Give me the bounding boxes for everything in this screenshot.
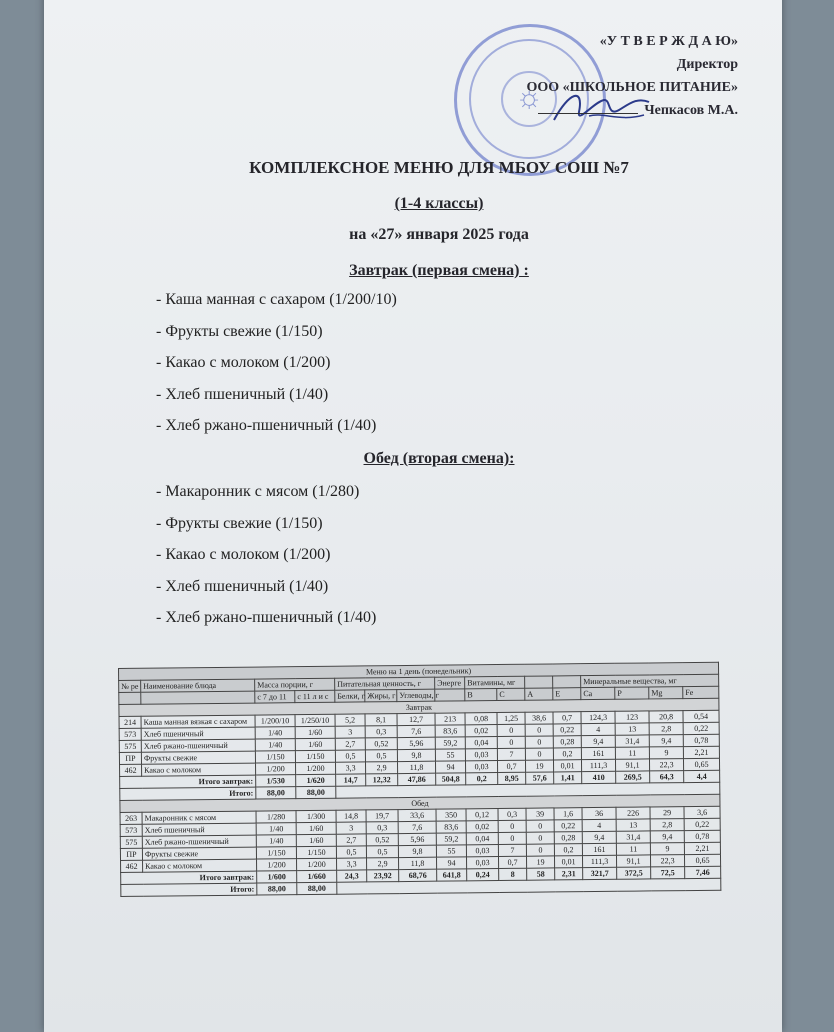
table-cell: 214	[119, 716, 141, 728]
section-breakfast: Завтрак	[119, 698, 719, 716]
table-cell: 1/150	[295, 750, 335, 762]
table-cell: 2,9	[365, 762, 397, 774]
table-cell: 2,21	[684, 842, 720, 854]
table-cell: 0,03	[465, 761, 497, 773]
table-cell: 3	[335, 726, 365, 738]
table-header: Углеводы, г	[397, 689, 435, 701]
table-cell: 0,03	[466, 845, 498, 857]
table-cell: 0,3	[365, 726, 397, 738]
table-header: № ре	[119, 680, 141, 692]
table-cell: 59,2	[436, 833, 466, 845]
approval-signer-line	[527, 99, 739, 122]
table-cell: 59,2	[435, 737, 465, 749]
table-cell: 575	[119, 740, 141, 752]
table-cell: 91,1	[615, 759, 649, 771]
table-cell: 0,12	[466, 809, 498, 821]
table-cell: 9,8	[398, 845, 436, 857]
table-header: Белки, г	[335, 690, 365, 702]
table-cell: 0,7	[497, 760, 525, 772]
list-item: - Макаронник с мясом (1/280)	[156, 476, 376, 508]
table-cell: 9,8	[397, 749, 435, 761]
table-header: P	[615, 687, 649, 699]
table-cell: 0,03	[465, 749, 497, 761]
table-cell: 22,3	[649, 759, 683, 771]
table-header: Е	[553, 688, 581, 700]
table-cell: 1/60	[295, 738, 335, 750]
table-cell: 94	[435, 761, 465, 773]
dish-name-cell: Какао с молоком	[143, 859, 257, 872]
table-cell: 5,96	[398, 833, 436, 845]
table-cell: 0,52	[366, 834, 398, 846]
table-cell: 161	[581, 747, 615, 759]
table-cell: 33,6	[398, 809, 436, 821]
table-cell: 0,01	[553, 760, 581, 772]
table-cell: ПР	[119, 752, 141, 764]
table-header: с 7 до 11	[255, 691, 295, 703]
table-cell: 0,78	[683, 734, 719, 746]
table-cell: 1/150	[255, 751, 295, 763]
total-cell: 504,8	[436, 773, 466, 785]
table-cell: 55	[435, 749, 465, 761]
table-cell: 0	[526, 820, 554, 832]
table-cell: 55	[436, 845, 466, 857]
table-cell: 0,78	[684, 830, 720, 842]
table-cell: 1/280	[256, 811, 296, 823]
table-cell: 573	[119, 728, 141, 740]
table-cell: 1/40	[255, 727, 295, 739]
table-cell: 2,8	[650, 819, 684, 831]
total-cell: 8	[499, 868, 527, 880]
table-cell: 11	[616, 843, 650, 855]
sum-value: 88,00	[257, 883, 297, 895]
table-cell: 0	[526, 844, 554, 856]
table-header: В	[465, 689, 497, 701]
menu-sheet	[44, 0, 782, 1032]
total-label: Итого завтрак:	[120, 775, 256, 788]
table-cell: 0	[498, 820, 526, 832]
table-cell: 9	[650, 843, 684, 855]
total-cell: 0,24	[467, 869, 499, 881]
table-cell: 575	[120, 836, 142, 848]
table-cell: 124,3	[581, 711, 615, 723]
total-cell: 2,31	[555, 868, 583, 880]
table-cell: 20,8	[649, 711, 683, 723]
table-cell: 0,03	[466, 857, 498, 869]
table-cell: 1/150	[256, 847, 296, 859]
table-cell: 1/150	[296, 846, 336, 858]
table-cell: 19	[525, 760, 553, 772]
table-cell: 0,5	[336, 846, 366, 858]
table-cell: 0,08	[465, 713, 497, 725]
list-item: - Фрукты свежие (1/150)	[156, 316, 397, 348]
lunch-list	[156, 476, 376, 634]
table-cell: 161	[582, 843, 616, 855]
nutrition-table-wrap	[118, 662, 720, 897]
sum-label: Итого:	[121, 883, 257, 896]
table-cell: 19	[526, 856, 554, 868]
total-cell: 14,7	[336, 774, 366, 786]
total-cell: 12,32	[366, 774, 398, 786]
total-cell: 321,7	[583, 867, 617, 879]
table-cell: 0	[526, 832, 554, 844]
table-cell: 31,4	[615, 735, 649, 747]
table-cell: 94	[436, 857, 466, 869]
table-cell: 573	[120, 824, 142, 836]
table-cell: 39	[526, 808, 554, 820]
table-cell: 263	[120, 812, 142, 824]
total-cell: 72,5	[651, 867, 685, 879]
table-cell: 4	[581, 723, 615, 735]
approval-company: ООО «ШКОЛЬНОЕ ПИТАНИЕ»	[526, 80, 738, 95]
total-cell: 269,5	[616, 771, 650, 783]
table-cell: 2,9	[367, 858, 399, 870]
table-cell: 7	[497, 748, 525, 760]
table-cell: 3,3	[337, 858, 367, 870]
table-cell: 2,7	[335, 738, 365, 750]
table-cell: 1/200	[297, 858, 337, 870]
table-cell: 0,2	[553, 748, 581, 760]
table-cell: 0,3	[498, 808, 526, 820]
table-cell: 0,22	[554, 820, 582, 832]
table-cell: 7,6	[397, 725, 435, 737]
menu-date: на «27» января 2025 года	[349, 226, 529, 243]
dish-name-cell: Хлеб пшеничный	[142, 823, 256, 836]
list-item: - Какао с молоком (1/200)	[156, 539, 376, 571]
table-cell: 9	[649, 747, 683, 759]
table-cell: 0,28	[554, 832, 582, 844]
table-header: С	[497, 688, 525, 700]
table-cell: 14,8	[336, 810, 366, 822]
table-cell: 4	[582, 819, 616, 831]
total-cell: 372,5	[617, 867, 651, 879]
breakfast-title: Завтрак (первая смена) :	[349, 262, 529, 279]
table-cell: 3,6	[684, 806, 720, 818]
table-cell: 1/60	[296, 834, 336, 846]
approval-block	[527, 30, 739, 122]
table-cell: 9,4	[650, 831, 684, 843]
table-cell: 2,7	[336, 834, 366, 846]
dish-name-cell: Каша манная вязкая с сахаром	[141, 715, 255, 728]
table-cell: 0,02	[466, 821, 498, 833]
list-item: - Хлеб ржано-пшеничный (1/40)	[156, 602, 376, 634]
table-cell: 0,65	[684, 854, 720, 866]
company-stamp: ☼	[454, 24, 606, 176]
total-cell: 1/620	[296, 774, 336, 786]
table-cell: 9,4	[582, 831, 616, 843]
table-cell: 36	[582, 807, 616, 819]
table-header: Масса порции, г	[255, 678, 335, 691]
table-cell: 1/200	[257, 859, 297, 871]
table-cell: 1/40	[256, 835, 296, 847]
total-cell: 1,41	[554, 772, 582, 784]
table-cell: 0	[497, 736, 525, 748]
table-header: А	[525, 688, 553, 700]
table-cell: 1/250/10	[295, 714, 335, 726]
total-cell: 410	[582, 771, 616, 783]
total-cell: 4,4	[684, 770, 720, 782]
table-cell: 0,04	[466, 833, 498, 845]
table-cell: 1/40	[256, 823, 296, 835]
table-header: с 11 л и с	[295, 690, 335, 702]
table-cell: 11	[615, 747, 649, 759]
table-cell: 8,1	[365, 714, 397, 726]
table-cell: 12,7	[397, 713, 435, 725]
menu-title: КОМПЛЕКСНОЕ МЕНЮ ДЛЯ МБОУ СОШ №7	[249, 158, 629, 177]
table-cell: 111,3	[581, 759, 615, 771]
table-cell: 5,2	[335, 714, 365, 726]
table-cell: 123	[615, 711, 649, 723]
total-cell: 64,3	[650, 771, 684, 783]
dish-name-cell: Хлеб ржано-пшеничный	[142, 835, 256, 848]
table-header: Наименование блюда	[141, 679, 255, 692]
breakfast-list	[156, 284, 397, 442]
table-cell: 1,6	[554, 808, 582, 820]
total-cell: 68,76	[399, 869, 437, 881]
table-cell: 29	[650, 807, 684, 819]
table-cell: 2,21	[683, 746, 719, 758]
table-cell: 2,8	[649, 723, 683, 735]
table-cell: 0,5	[335, 750, 365, 762]
total-cell: 57,6	[526, 772, 554, 784]
sum-value: 88,00	[297, 882, 337, 894]
table-cell: 3	[336, 822, 366, 834]
table-cell: 7,6	[398, 821, 436, 833]
table-cell: 1/200	[256, 763, 296, 775]
list-item: - Хлеб пшеничный (1/40)	[156, 379, 397, 411]
total-cell: 58	[527, 868, 555, 880]
table-cell: 226	[616, 807, 650, 819]
table-cell: 7	[498, 844, 526, 856]
table-cell: 5,96	[397, 737, 435, 749]
total-cell: 1/530	[256, 775, 296, 787]
table-cell: ПР	[120, 848, 142, 860]
list-item: - Фрукты свежие (1/150)	[156, 508, 376, 540]
approval-signer: Чепкасов М.А.	[644, 103, 738, 118]
table-cell: 1,25	[497, 712, 525, 724]
table-cell: 1/200	[296, 762, 336, 774]
table-cell: 1/300	[296, 810, 336, 822]
table-cell: 1/40	[255, 739, 295, 751]
table-cell: 83,6	[436, 821, 466, 833]
table-cell: 213	[435, 713, 465, 725]
table-cell: 0	[525, 724, 553, 736]
lunch-title: Обед (вторая смена):	[363, 450, 515, 467]
table-cell: 0	[525, 748, 553, 760]
table-cell: 3,3	[335, 762, 365, 774]
table-cell: 0,01	[554, 856, 582, 868]
total-cell: 641,8	[437, 869, 467, 881]
sum-value: 88,00	[296, 786, 336, 798]
table-cell: 111,3	[582, 855, 616, 867]
table-cell: 11,8	[399, 857, 437, 869]
table-header: Fe	[683, 686, 719, 698]
table-cell: 350	[436, 809, 466, 821]
table-cell: 0,22	[553, 724, 581, 736]
table-header: Питательная ценность, г	[335, 677, 435, 690]
approval-position: Директор	[676, 57, 738, 72]
total-cell: 0,2	[466, 773, 498, 785]
table-cell: 38,6	[525, 712, 553, 724]
table-cell: 1/200/10	[255, 715, 295, 727]
table-cell: 0,28	[553, 736, 581, 748]
table-cell: 0,02	[465, 725, 497, 737]
total-cell: 1/600	[257, 871, 297, 883]
nutrition-table	[118, 662, 721, 897]
dish-name-cell: Фрукты свежие	[142, 847, 256, 860]
dish-name-cell: Хлеб ржано-пшеничный	[141, 739, 255, 752]
table-cell: 0,5	[366, 846, 398, 858]
section-lunch: Обед	[120, 794, 720, 812]
list-item: - Каша манная с сахаром (1/200/10)	[156, 284, 397, 316]
table-cell: 0,7	[498, 856, 526, 868]
table-header: Ca	[581, 687, 615, 699]
table-header: Энерге	[435, 677, 465, 689]
table-cell: 0,22	[683, 722, 719, 734]
table-cell: 1/60	[296, 822, 336, 834]
total-cell: 8,95	[498, 772, 526, 784]
menu-grades: (1-4 классы)	[394, 195, 484, 212]
table-cell: 31,4	[616, 831, 650, 843]
table-cell: 462	[120, 764, 142, 776]
table-cell: 13	[615, 723, 649, 735]
list-item: - Какао с молоком (1/200)	[156, 347, 397, 379]
table-caption: Меню на 1 день (понедельник)	[119, 662, 719, 680]
table-cell: 13	[616, 819, 650, 831]
table-cell: 9,4	[581, 735, 615, 747]
table-header: Mg	[649, 687, 683, 699]
dish-name-cell: Какао с молоком	[142, 763, 256, 776]
total-cell: 7,46	[685, 866, 721, 878]
table-cell: 11,8	[397, 761, 435, 773]
table-cell: 83,6	[435, 725, 465, 737]
total-cell: 47,86	[398, 773, 436, 785]
table-cell: 462	[121, 860, 143, 872]
dish-name-cell: Макаронник с мясом	[142, 811, 256, 824]
table-cell: 0,5	[365, 750, 397, 762]
list-item: - Хлеб пшеничный (1/40)	[156, 571, 376, 603]
table-header: Минеральные вещества, мг	[581, 674, 719, 687]
table-cell: 91,1	[616, 855, 650, 867]
total-cell: 23,92	[367, 870, 399, 882]
total-label: Итого завтрак:	[121, 871, 257, 884]
total-cell: 24,3	[337, 870, 367, 882]
dish-name-cell: Хлеб пшеничный	[141, 727, 255, 740]
total-cell: 1/660	[297, 870, 337, 882]
table-cell: 0	[498, 832, 526, 844]
table-cell: 0,22	[684, 818, 720, 830]
table-cell: 1/60	[295, 726, 335, 738]
table-cell: 0,65	[683, 758, 719, 770]
table-header: Витамины, мг	[465, 676, 525, 689]
table-cell: 0,3	[366, 822, 398, 834]
list-item: - Хлеб ржано-пшеничный (1/40)	[156, 410, 397, 442]
table-cell: 0	[525, 736, 553, 748]
table-header: Жиры, г	[365, 690, 397, 702]
sum-value: 88,00	[256, 787, 296, 799]
table-cell: 9,4	[649, 735, 683, 747]
table-cell: 0,7	[553, 712, 581, 724]
approval-title: «У Т В Е Р Ж Д А Ю»	[599, 34, 738, 49]
dish-name-cell: Фрукты свежие	[141, 751, 255, 764]
table-cell: 0,52	[365, 738, 397, 750]
table-cell: 0	[497, 724, 525, 736]
table-cell: 0,2	[554, 844, 582, 856]
table-cell: 19,7	[366, 810, 398, 822]
table-cell: 0,04	[465, 737, 497, 749]
table-cell: 0,54	[683, 710, 719, 722]
sum-label: Итого:	[120, 787, 256, 800]
table-cell: 22,3	[650, 855, 684, 867]
